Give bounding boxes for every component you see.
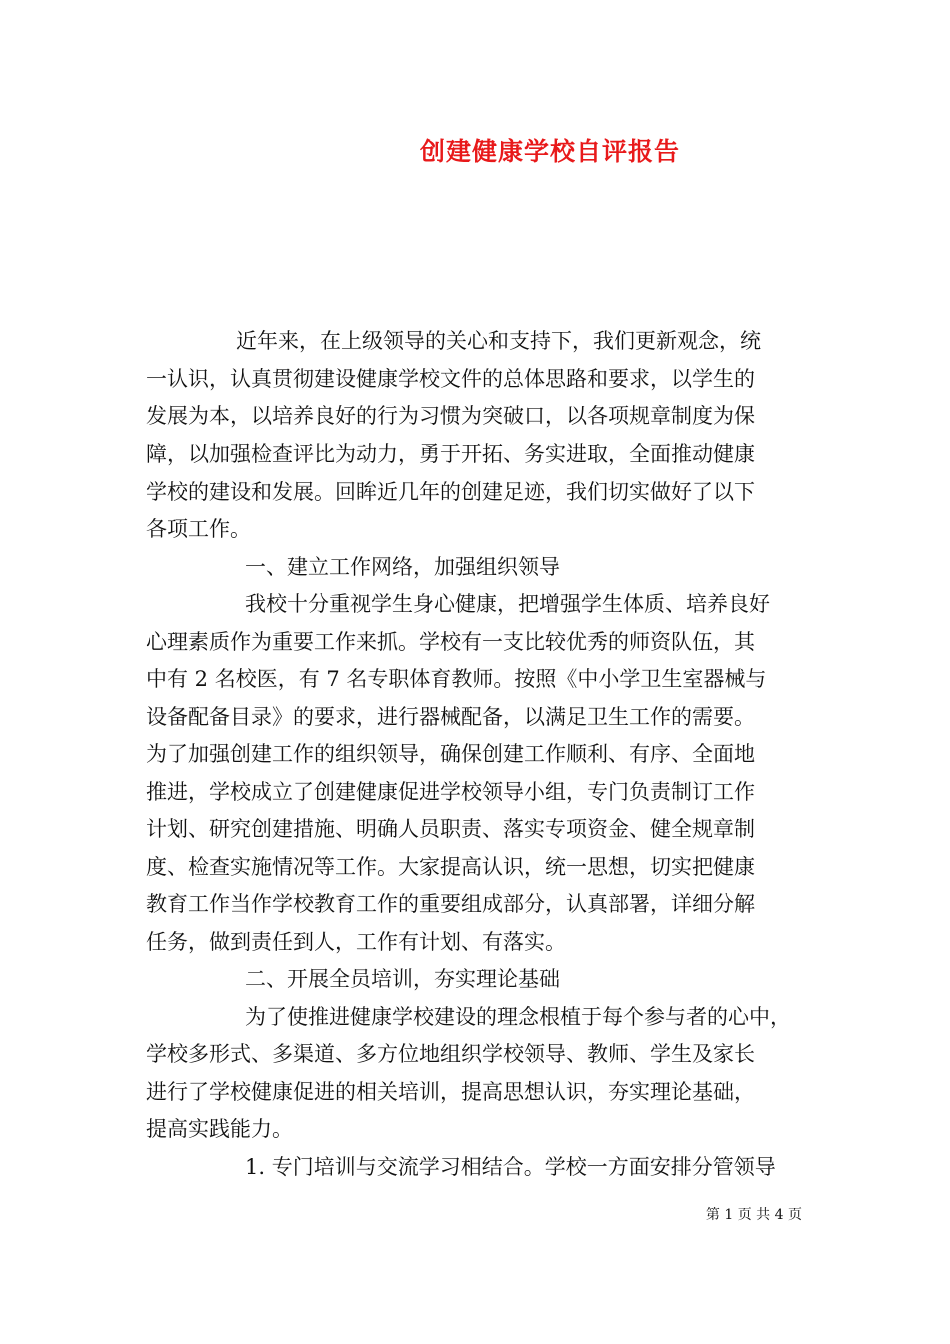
- section-heading: 二、开展全员培训，夯实理论基础: [245, 967, 560, 991]
- body-line: 教育工作当作学校教育工作的重要组成部分，认真部署，详细分解: [146, 892, 755, 916]
- body-line: 计划、研究创建措施、明确人员职责、落实专项资金、健全规章制: [146, 817, 755, 841]
- body-line: 中有 2 名校医，有 7 名专职体育教师。按照《中小学卫生室器械与: [146, 667, 767, 691]
- body-line: 近年来，在上级领导的关心和支持下，我们更新观念，统: [236, 329, 761, 353]
- body-line: 设备配备目录》的要求，进行器械配备，以满足卫生工作的需要。: [146, 705, 755, 729]
- body-line: 一认识，认真贯彻建设健康学校文件的总体思路和要求，以学生的: [146, 367, 755, 391]
- body-line: 我校十分重视学生身心健康，把增强学生体质、培养良好: [245, 592, 770, 616]
- body-line: 为了加强创建工作的组织领导，确保创建工作顺利、有序、全面地: [146, 742, 755, 766]
- body-line: 1. 专门培训与交流学习相结合。学校一方面安排分管领导: [245, 1155, 776, 1179]
- section-heading: 一、建立工作网络，加强组织领导: [245, 555, 560, 579]
- body-line: 各项工作。: [146, 517, 251, 541]
- body-line: 发展为本，以培养良好的行为习惯为突破口，以各项规章制度为保: [146, 404, 755, 428]
- body-line: 学校多形式、多渠道、多方位地组织学校领导、教师、学生及家长: [146, 1042, 755, 1066]
- body-line: 推进，学校成立了创建健康促进学校领导小组，专门负责制订工作: [146, 780, 755, 804]
- body-line: 度、检查实施情况等工作。大家提高认识，统一思想，切实把健康: [146, 855, 755, 879]
- body-line: 学校的建设和发展。回眸近几年的创建足迹，我们切实做好了以下: [146, 480, 755, 504]
- body-line: 为了使推进健康学校建设的理念根植于每个参与者的心中，: [245, 1005, 791, 1029]
- body-line: 障，以加强检查评比为动力，勇于开拓、务实进取，全面推动健康: [146, 442, 755, 466]
- body-line: 进行了学校健康促进的相关培训，提高思想认识，夯实理论基础，: [146, 1080, 755, 1104]
- document-title: 创建健康学校自评报告: [419, 137, 680, 166]
- body-line: 任务，做到责任到人，工作有计划、有落实。: [146, 930, 566, 954]
- body-line: 提高实践能力。: [146, 1117, 293, 1141]
- page-footer: 第 1 页 共 4 页: [705, 1207, 802, 1223]
- body-line: 心理素质作为重要工作来抓。学校有一支比较优秀的师资队伍，其: [146, 630, 755, 654]
